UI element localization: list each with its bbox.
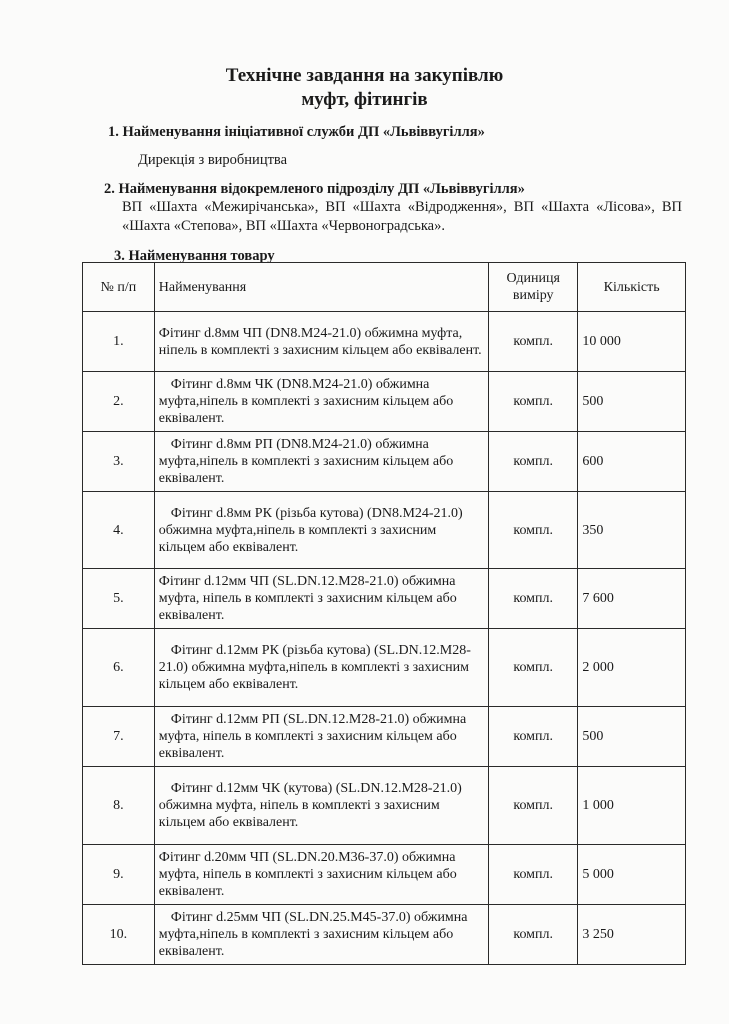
row-qty: 2 000 xyxy=(578,629,686,707)
row-num: 2. xyxy=(83,372,155,432)
row-unit: компл. xyxy=(489,845,578,905)
row-qty: 350 xyxy=(578,492,686,569)
row-qty: 500 xyxy=(578,707,686,767)
row-name-text: Фітинг d.12мм РП (SL.DN.12.M28-21.0) обжимна муфта, ніпель в комплекті з захисним кільцем або еквівалент. xyxy=(158,712,467,761)
row-num: 6. xyxy=(83,629,155,707)
section-1-heading: 1. Найменування ініціативної служби ДП «Львіввугілля» xyxy=(108,124,485,140)
row-unit: компл. xyxy=(489,372,578,432)
title-line-1: Технічне завдання на закупівлю xyxy=(225,65,504,86)
row-qty: 3 250 xyxy=(578,905,686,965)
row-num: 9. xyxy=(83,845,155,905)
row-num: 10. xyxy=(83,905,155,965)
row-name xyxy=(154,492,488,569)
row-unit: компл. xyxy=(489,569,578,629)
table-row xyxy=(83,905,686,965)
row-unit: компл. xyxy=(489,707,578,767)
row-name xyxy=(154,845,488,905)
row-qty: 500 xyxy=(578,372,686,432)
goods-table xyxy=(82,262,686,965)
title-line-2: муфт, фітингів xyxy=(301,89,428,110)
row-name xyxy=(154,312,488,372)
header-num: № п/п xyxy=(83,263,155,312)
row-qty: 5 000 xyxy=(578,845,686,905)
row-name xyxy=(154,707,488,767)
table-row xyxy=(83,372,686,432)
row-name-text: Фітинг d.8мм РП (DN8.M24-21.0) обжимна муфта,ніпель в комплекті з захисним кільцем або еквівалент. xyxy=(158,437,454,486)
table-row xyxy=(83,767,686,845)
table-row xyxy=(83,845,686,905)
table-row xyxy=(83,629,686,707)
row-unit: компл. xyxy=(489,767,578,845)
row-name-text: Фітинг d.12мм ЧП (SL.DN.12.M28-21.0) обжимна муфта, ніпель в комплекті з захисним кільцем або еквівалент. xyxy=(158,574,457,623)
row-name-text: Фітинг d.8мм ЧП (DN8.M24-21.0) обжимна муфта, ніпель в комплекті з захисним кільцем або еквівалент. xyxy=(158,325,482,358)
row-num: 7. xyxy=(83,707,155,767)
row-name xyxy=(154,905,488,965)
table-row xyxy=(83,312,686,372)
table-header-row xyxy=(83,263,686,312)
section-3-heading: 3. Найменування товару xyxy=(114,248,275,264)
row-num: 4. xyxy=(83,492,155,569)
row-name-text: Фітинг d.8мм ЧК (DN8.M24-21.0) обжимна муфта,ніпель в комплекті з захисним кільцем або еквівалент. xyxy=(158,377,454,426)
row-name xyxy=(154,767,488,845)
header-qty: Кількість xyxy=(578,263,686,312)
header-name: Найменування xyxy=(154,263,488,312)
row-name-text: Фітинг d.8мм РК (різьба кутова) (DN8.M24-21.0) обжимна муфта,ніпель в комплекті з захисним кільцем або еквівалент. xyxy=(158,505,463,555)
section-1-text: Дирекція з виробництва xyxy=(138,152,288,168)
row-unit: компл. xyxy=(489,432,578,492)
document-title xyxy=(0,64,729,112)
row-unit: компл. xyxy=(489,629,578,707)
table-row xyxy=(83,569,686,629)
row-num: 1. xyxy=(83,312,155,372)
row-unit: компл. xyxy=(489,312,578,372)
row-num: 3. xyxy=(83,432,155,492)
table-row xyxy=(83,432,686,492)
row-qty: 7 600 xyxy=(578,569,686,629)
table-row xyxy=(83,492,686,569)
row-unit: компл. xyxy=(489,905,578,965)
row-name-text: Фітинг d.12мм РК (різьба кутова) (SL.DN.12.M28-21.0) обжимна муфта,ніпель в комплекті з захисним кільцем або еквівалент. xyxy=(158,643,471,692)
row-qty: 1 000 xyxy=(578,767,686,845)
row-num: 5. xyxy=(83,569,155,629)
row-qty: 10 000 xyxy=(578,312,686,372)
row-name-text: Фітинг d.20мм ЧП (SL.DN.20.M36-37.0) обжимна муфта, ніпель в комплекті з захисним кільцем або еквівалент. xyxy=(158,850,457,899)
row-name xyxy=(154,629,488,707)
section-2-text: ВП «Шахта «Межирічанська», ВП «Шахта «Відродження», ВП «Шахта «Лісова», ВП «Шахта «Степова», ВП «Шахта «Червоноградська». xyxy=(122,199,682,234)
row-unit: компл. xyxy=(489,492,578,569)
header-unit: Одиниця виміру xyxy=(489,263,578,312)
row-name-text: Фітинг d.25мм ЧП (SL.DN.25.M45-37.0) обжимна муфта,ніпель в комплекті з захисним кільцем або еквівалент. xyxy=(158,910,468,959)
section-2-heading: 2. Найменування відокремленого підрозділу ДП «Львіввугілля» xyxy=(104,181,525,197)
table-row xyxy=(83,707,686,767)
row-name xyxy=(154,372,488,432)
row-name xyxy=(154,569,488,629)
row-num: 8. xyxy=(83,767,155,845)
row-name-text: Фітинг d.12мм ЧК (кутова) (SL.DN.12.M28-21.0) обжимна муфта, ніпель в комплекті з захисним кільцем або еквівалент. xyxy=(158,781,462,830)
row-qty: 600 xyxy=(578,432,686,492)
row-name xyxy=(154,432,488,492)
